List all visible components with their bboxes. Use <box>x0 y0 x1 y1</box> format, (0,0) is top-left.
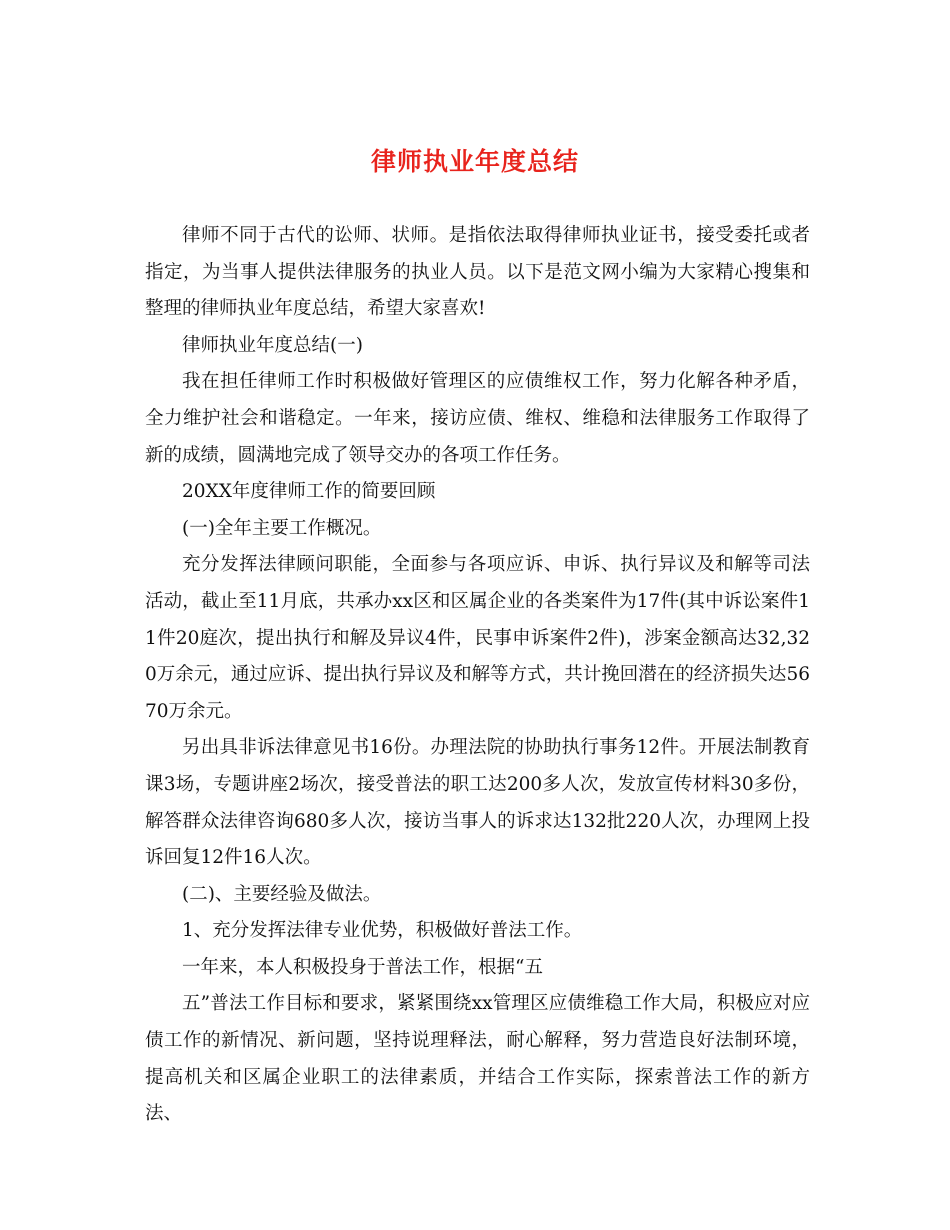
paragraph-heading-part-one: 律师执业年度总结(一) <box>182 334 363 356</box>
paragraph-legal-education-start: 一年来，本人积极投身于普法工作，根据“五 <box>182 956 543 978</box>
paragraph-heading-review: 20XX年度律师工作的简要回顾 <box>182 481 436 503</box>
paragraph-intro: 律师不同于古代的讼师、状师。是指依法取得律师执业证书，接受委托或者指定，为当事人提供法律服务的执业人员。以下是范文网小编为大家精心搜集和整理的律师执业年度总结，希望大家喜欢! <box>145 225 810 320</box>
paragraph-cases: 充分发挥法律顾问职能，全面参与各项应诉、申诉、执行异议及和解等司法活动，截止至11月底，共承办xx区和区属企业的各类案件为17件(其中诉讼案件11件20庭次，提出执行和解及异议4件，民事申诉案件2件)，涉案金额高达32,320万余元，通过应诉、提出执行异议及和解等方式，共计挽回潜在的经济损失达5670万余元。 <box>145 554 810 722</box>
document-body <box>145 218 810 1133</box>
paragraph-heading-experience: (二)、主要经验及做法。 <box>182 883 382 905</box>
paragraph-heading-work-summary: (一)全年主要工作概况。 <box>182 517 382 539</box>
paragraph-overview: 我在担任律师工作时积极做好管理区的应债维权工作，努力化解各种矛盾，全力维护社会和谐稳定。一年来，接访应债、维权、维稳和法律服务工作取得了新的成绩，圆满地完成了领导交办的各项工作任务。 <box>145 371 810 466</box>
paragraph-legal-education-body: 五”普法工作目标和要求，紧紧围绕xx管理区应债维稳工作大局，积极应对应债工作的新情况、新问题，坚持说理释法，耐心解释，努力营造良好法制环境，提高机关和区属企业职工的法律素质，并结合工作实际，探索普法工作的新方法、 <box>145 993 810 1125</box>
paragraph-heading-point-one: 1、充分发挥法律专业优势，积极做好普法工作。 <box>182 920 583 942</box>
paragraph-other-work: 另出具非诉法律意见书16份。办理法院的协助执行事务12件。开展法制教育课3场，专题讲座2场次，接受普法的职工达200多人次，发放宣传材料30多份，解答群众法律咨询680多人次，接访当事人的诉求达132批220人次，办理网上投诉回复12件16人次。 <box>145 737 810 869</box>
document-title: 律师执业年度总结 <box>370 147 579 176</box>
